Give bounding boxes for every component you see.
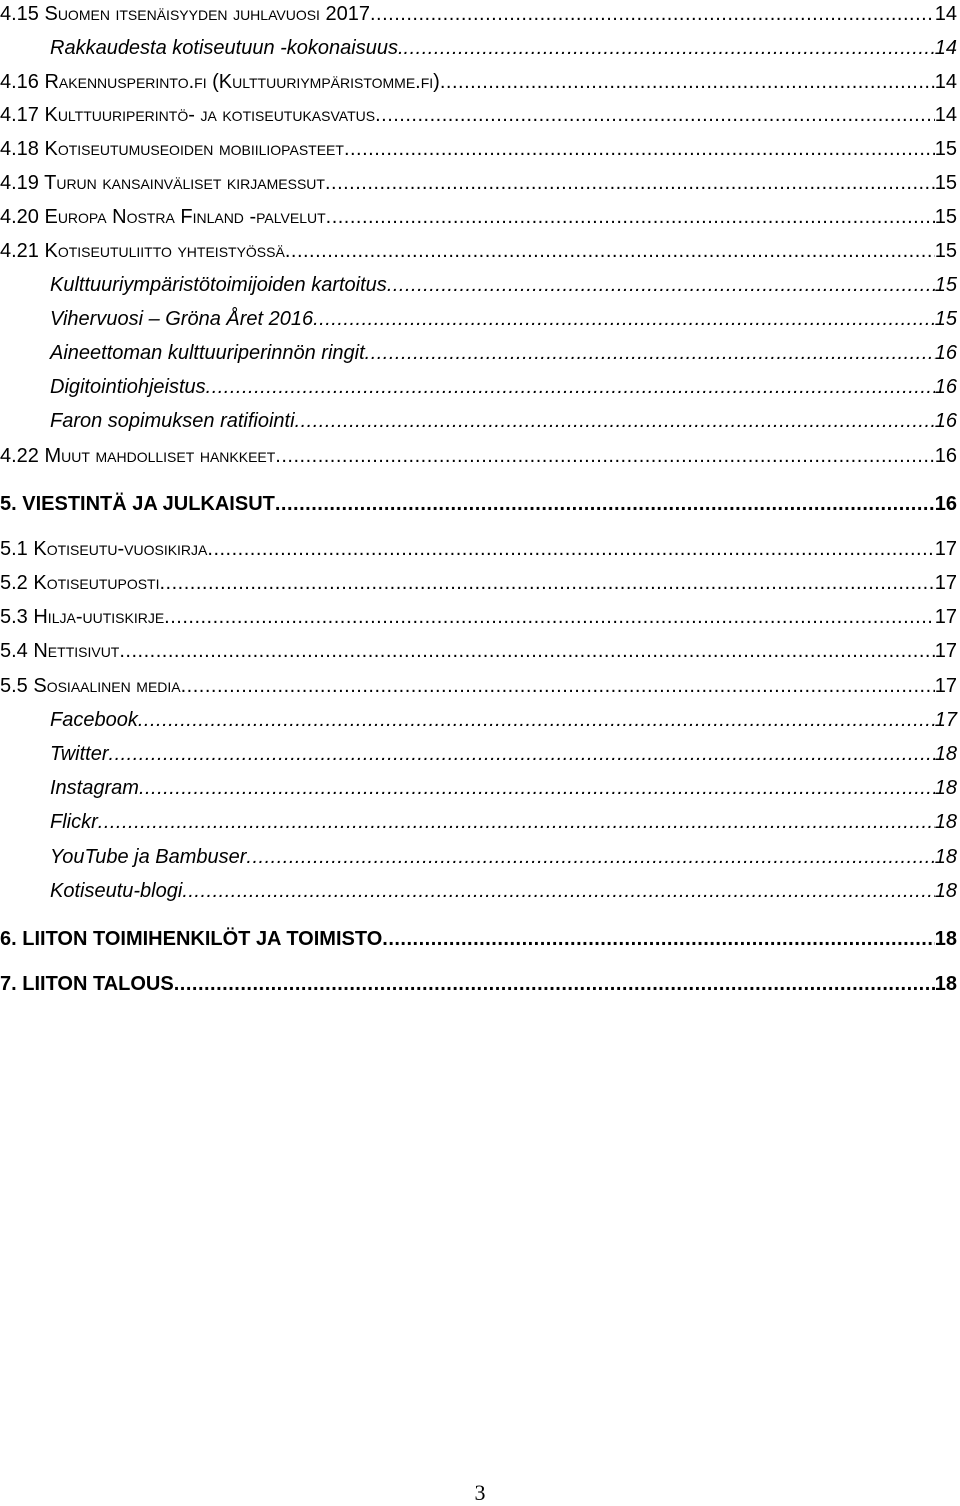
toc-entry-title: 4.17 Kulttuuriperintö- ja kotiseutukasvatus [0, 104, 376, 126]
toc-leader-dots [325, 169, 935, 197]
toc-entry-title: 5.3 Hilja-uutiskirje [0, 606, 165, 628]
toc-leader-dots [285, 237, 935, 265]
toc-entry-page: 15 [934, 308, 957, 330]
toc-entry-title: YouTube ja Bambuser [50, 846, 247, 868]
toc-entry-page: 16 [934, 445, 957, 467]
toc-entry-page: 17 [934, 709, 957, 731]
toc-leader-dots [138, 706, 935, 734]
toc-entry[interactable] [0, 808, 957, 836]
toc-leader-dots [98, 808, 935, 836]
toc-entry-page: 16 [934, 493, 957, 515]
toc-entry-page: 18 [934, 880, 957, 902]
toc-entry[interactable] [0, 305, 957, 333]
toc-entry-page: 17 [934, 538, 957, 560]
toc-entry[interactable] [0, 169, 957, 197]
toc-entry[interactable] [0, 34, 957, 62]
toc-entry[interactable] [0, 339, 957, 367]
toc-leader-dots [206, 373, 935, 401]
toc-entry-page: 17 [934, 572, 957, 594]
toc-entry-title: 4.21 Kotiseutuliitto yhteistyössä [0, 240, 285, 262]
toc-leader-dots [275, 442, 934, 470]
toc-leader-dots [440, 68, 935, 96]
toc-entry-title: 5.2 Kotiseutuposti [0, 572, 160, 594]
toc-entry-title: Instagram [50, 777, 139, 799]
toc-entry-page: 14 [934, 3, 957, 25]
toc-entry-page: 17 [934, 606, 957, 628]
toc-entry[interactable] [0, 774, 957, 802]
toc-entry-page: 15 [934, 240, 957, 262]
toc-entry[interactable] [0, 603, 957, 631]
toc-entry-title: Rakkaudesta kotiseutuun -kokonaisuus. [50, 37, 404, 59]
page-number: 3 [474, 1480, 486, 1505]
toc-entry-title: 4.19 Turun kansainväliset kirjamessut [0, 172, 325, 194]
toc-entry-title: 4.22 Muut mahdolliset hankkeet [0, 445, 276, 467]
toc-entry-page: 16 [934, 410, 957, 432]
toc-entry-page: 15 [934, 172, 957, 194]
toc-entry-title: 7. LIITON TALOUS [0, 973, 174, 995]
toc-entry[interactable] [0, 442, 957, 470]
toc-leader-dots [344, 135, 935, 163]
toc-entry[interactable] [0, 0, 957, 28]
toc-entry-title: Digitointiohjeistus [50, 376, 206, 398]
toc-leader-dots [387, 271, 935, 299]
toc-entry-title: 4.20 Europa Nostra Finland -palvelut [0, 206, 326, 228]
toc-entry[interactable] [0, 877, 957, 905]
toc-entry-page: 14 [934, 37, 957, 59]
toc-entry[interactable] [0, 637, 957, 665]
toc-entry[interactable] [0, 569, 957, 597]
toc-leader-dots [382, 925, 934, 953]
toc-entry-page: 18 [934, 743, 957, 765]
toc-leader-dots [174, 970, 935, 998]
toc-entry-page: 17 [934, 675, 957, 697]
toc-leader-dots [139, 774, 935, 802]
toc-entry[interactable] [0, 843, 957, 871]
toc-entry-title: 5.1 Kotiseutu-vuosikirja [0, 538, 208, 560]
toc-entry[interactable] [0, 970, 957, 998]
toc-entry-page: 18 [934, 928, 957, 950]
toc-leader-dots [160, 569, 935, 597]
toc-entry-page: 15 [934, 206, 957, 228]
toc-entry-page: 14 [934, 104, 957, 126]
toc-entry[interactable] [0, 672, 957, 700]
toc-leader-dots [404, 34, 935, 62]
toc-leader-dots [182, 877, 934, 905]
toc-entry-page: 15 [934, 138, 957, 160]
toc-leader-dots [246, 843, 934, 871]
toc-entry[interactable] [0, 135, 957, 163]
toc-leader-dots [326, 203, 935, 231]
toc-entry-page: 18 [934, 973, 957, 995]
toc-entry-title: Facebook [50, 709, 138, 731]
toc-entry-page: 15 [934, 274, 957, 296]
toc-leader-dots [365, 339, 935, 367]
toc-leader-dots [207, 535, 934, 563]
toc-entry-page: 18 [934, 777, 957, 799]
toc-entry[interactable] [0, 490, 957, 518]
toc-entry-title: Flickr [50, 811, 98, 833]
toc-entry-title: 4.16 Rakennusperinto.fi (Kulttuuriympäristomme.fi) [0, 71, 440, 93]
toc-entry-title: 4.18 Kotiseutumuseoiden mobiiliopasteet [0, 138, 344, 160]
toc-entry-title: Kotiseutu-blogi [50, 880, 183, 902]
toc-leader-dots [109, 740, 935, 768]
toc-entry[interactable] [0, 925, 957, 953]
toc-entry-title: 5.5 Sosiaalinen media [0, 675, 181, 697]
toc-leader-dots [275, 490, 935, 518]
toc-entry-page: 17 [934, 640, 957, 662]
toc-entry-title: 5.4 Nettisivut [0, 640, 120, 662]
toc-entry[interactable] [0, 101, 957, 129]
toc-leader-dots [119, 637, 934, 665]
toc-entry-page: 18 [934, 811, 957, 833]
toc-entry-page: 16 [934, 342, 957, 364]
toc-leader-dots [375, 101, 935, 129]
toc-entry[interactable] [0, 706, 957, 734]
toc-entry[interactable] [0, 68, 957, 96]
toc-entry[interactable] [0, 203, 957, 231]
toc-leader-dots [181, 672, 935, 700]
toc-entry-title: 5. VIESTINTÄ JA JULKAISUT [0, 493, 275, 515]
toc-entry-title: 4.15 Suomen itsenäisyyden juhlavuosi 2017 [0, 3, 370, 25]
toc-entry[interactable] [0, 740, 957, 768]
toc-entry[interactable] [0, 535, 957, 563]
toc-leader-dots [370, 0, 935, 28]
toc-entry-title: Twitter [50, 743, 109, 765]
toc-entry-page: 16 [934, 376, 957, 398]
toc-leader-dots [295, 407, 935, 435]
toc-entry[interactable] [0, 237, 957, 265]
toc-leader-dots [164, 603, 935, 631]
toc-entry-title: 6. LIITON TOIMIHENKILÖT JA TOIMISTO [0, 928, 383, 950]
toc-entry-page: 14 [934, 71, 957, 93]
toc-entry-title: Kulttuuriympäristötoimijoiden kartoitus [50, 274, 387, 296]
toc-entry[interactable] [0, 373, 957, 401]
toc-entry-page: 18 [934, 846, 957, 868]
toc-entry-title: Faron sopimuksen ratifiointi [50, 410, 295, 432]
toc-entry[interactable] [0, 271, 957, 299]
toc-entry[interactable] [0, 407, 957, 435]
toc-leader-dots [313, 305, 935, 333]
toc-entry-title: Aineettoman kulttuuriperinnön ringit [50, 342, 365, 364]
toc-entry-title: Vihervuosi – Gröna Året 2016 [50, 308, 314, 330]
